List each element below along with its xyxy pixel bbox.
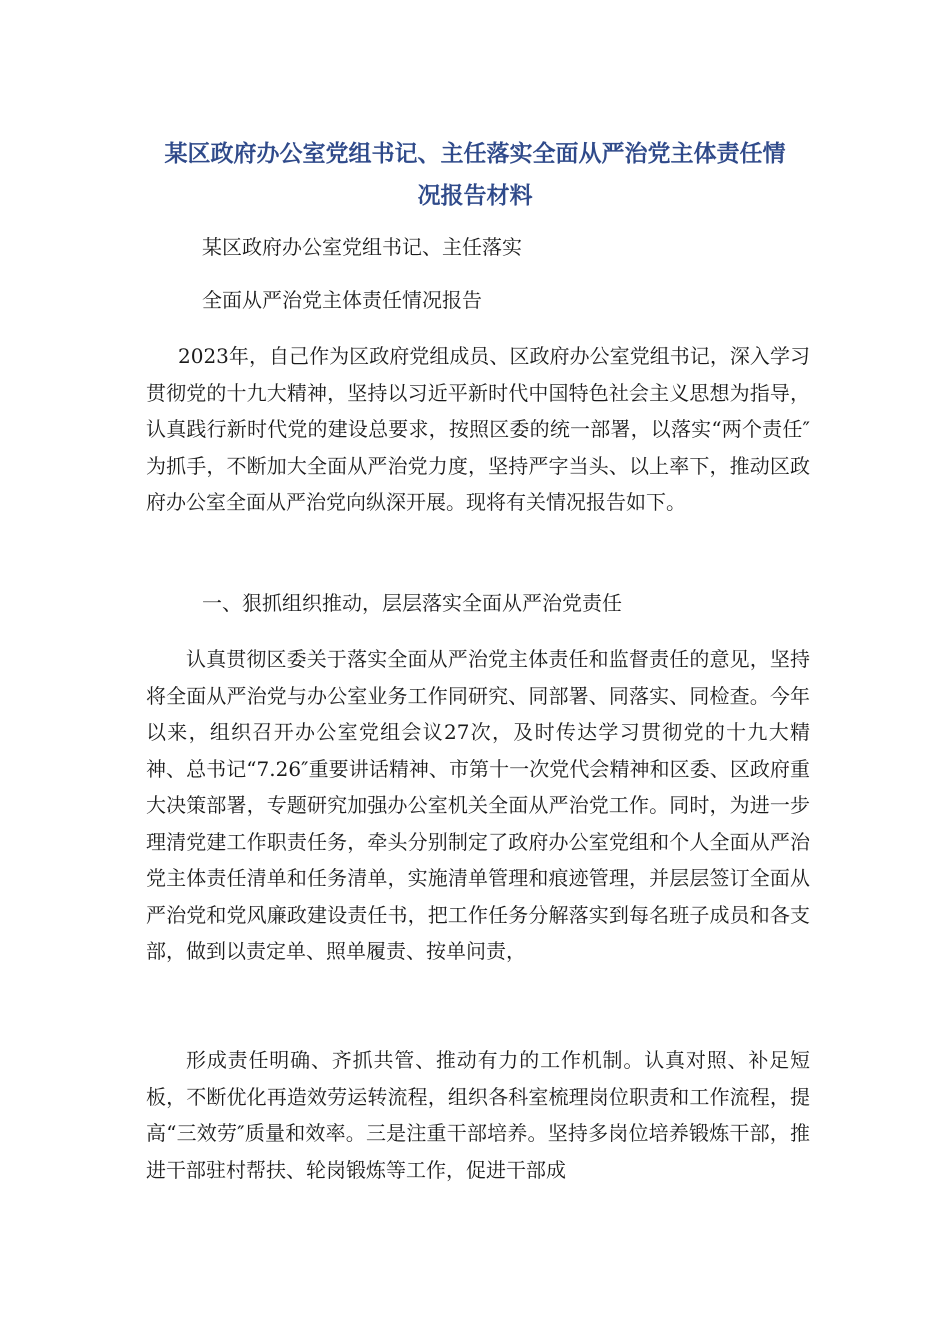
section-heading-1: 一、狠抓组织推动，层层落实全面从严治党责任	[202, 591, 622, 615]
document-title-line-1: 某区政府办公室党组书记、主任落实全面从严治党主体责任情	[164, 141, 786, 167]
subtitle-line-2: 全面从严治党主体责任情况报告	[202, 288, 482, 312]
document-title-line-2: 况报告材料	[417, 183, 533, 209]
subtitle-line-1: 某区政府办公室党组书记、主任落实	[202, 235, 522, 259]
paragraph-continued: 形成责任明确、齐抓共管、推动有力的工作机制。认真对照、补足短板，不断优化再造效劳运转流程，组织各科室梳理岗位职责和工作流程，提高“三效劳″质量和效率。三是注重干部培养。坚持多岗位培养锻炼干部，推进干部驻村帮扶、轮岗锻炼等工作，促进干部成	[146, 1048, 810, 1182]
paragraph-section-1: 认真贯彻区委关于落实全面从严治党主体责任和监督责任的意见，坚持将全面从严治党与办公室业务工作同研究、同部署、同落实、同检查。今年以来，组织召开办公室党组会议27次，及时传达学习贯彻党的十九大精神、总书记“7.26″重要讲话精神、市第十一次党代会精神和区委、区政府重大决策部署，专题研究加强办公室机关全面从严治党工作。同时，为进一步理清党建工作职责任务，牵头分别制定了政府办公室党组和个人全面从严治党主体责任清单和任务清单，实施清单管理和痕迹管理，并层层签订全面从严治党和党风廉政建设责任书，把工作任务分解落实到每名班子成员和各支部，做到以责定单、照单履责、按单问责，	[146, 647, 810, 963]
paragraph-intro: 2023年，自己作为区政府党组成员、区政府办公室党组书记，深入学习贯彻党的十九大精神，坚持以习近平新时代中国特色社会主义思想为指导，认真践行新时代党的建设总要求，按照区委的统一部署，以落实“两个责任″为抓手，不断加大全面从严治党力度，坚持严字当头、以上率下，推动区政府办公室全面从严治党向纵深开展。现将有关情况报告如下。	[146, 344, 810, 514]
